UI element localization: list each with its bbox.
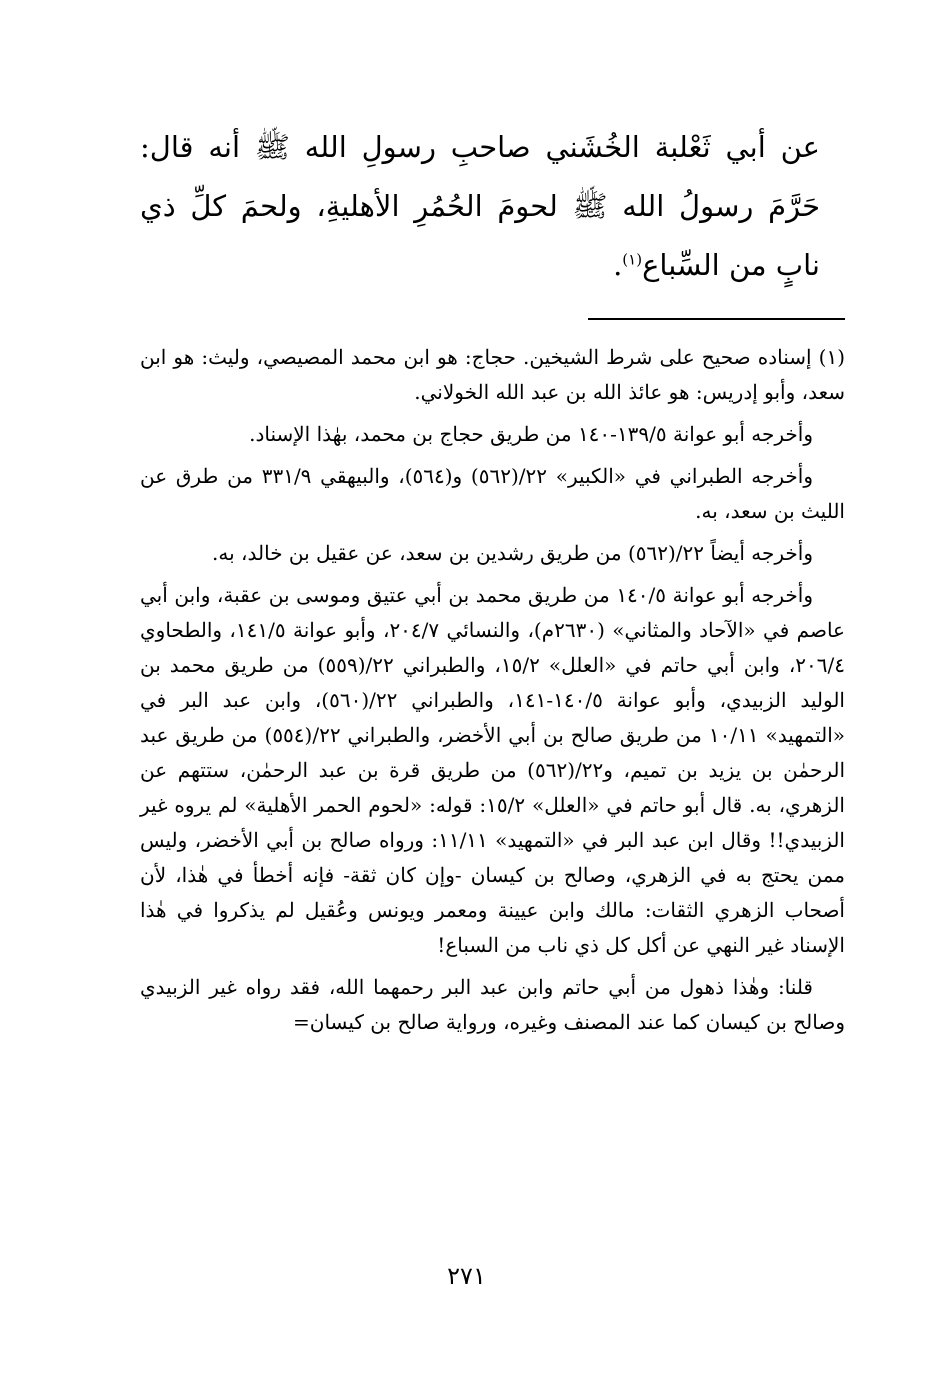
footnote-paragraph: (١) إسناده صحيح على شرط الشيخين. حجاج: هو ابن محمد المصيصي، وليث: هو ابن سعد، وأبو إدريس: هو عائذ الله بن عبد الله الخولاني. [140, 345, 845, 404]
footnote-paragraph: وأخرجه أيضاً ٢٢/(٥٦٢) من طريق رشدين بن سعد، عن عقيل بن خالد، به. [212, 541, 813, 565]
footnote-paragraph: قلنا: وهٰذا ذهول من أبي حاتم وابن عبد البر رحمهما الله، فقد رواه غير الزبيدي وصالح بن كيسان كما عند المصنف وغيره، ورواية صالح بن كيسان= [140, 975, 845, 1034]
hadith-body: عن أبي ثَعْلبة الخُشَني صاحبِ رسولِ الله ﷺ أنه قال: حَرَّمَ رسولُ الله ﷺ لحومَ الحُمُرِ الأهليةِ، ولحمَ كلِّ ذي نابٍ من السِّباع [140, 130, 820, 282]
hadith-text [140, 118, 820, 295]
page-number: ٢٧١ [447, 1262, 486, 1290]
footnotes-block [140, 340, 845, 1047]
footnote-paragraph: وأخرجه أبو عوانة ١٤٠/٥ من طريق محمد بن أبي عتيق وموسى بن عقبة، وابن أبي عاصم في «الآحاد والمثاني» (٢٦٣٠م)، والنسائي ٢٠٤/٧، وأبو عوانة ١٤١/٥، والطحاوي ٢٠٦/٤، وابن أبي حاتم في «العلل» ١٥/٢، والطبراني ٢٢/(٥٥٩) من طريق محمد بن الوليد الزبيدي، وأبو عوانة ١٤٠/٥-١٤١، والطبراني ٢٢/(٥٦٠)، وابن عبد البر في «التمهيد» ١٠/١١ من طريق صالح بن أبي الأخضر، والطبراني ٢٢/(٥٥٤) من طريق عبد الرحمٰن بن يزيد بن تميم، و٢٢/(٥٦٢) من طريق قرة بن عبد الرحمٰن، ستتهم عن الزهري، به. قال أبو حاتم في «العلل» ١٥/٢: قوله: «لحوم الحمر الأهلية» لم يروه غير الزبيدي!! وقال ابن عبد البر في «التمهيد» ١١/١١: ورواه صالح بن أبي الأخضر، وليس ممن يحتج به في الزهري، وصالح بن كيسان -وإن كان ثقة- فإنه أخطأ في هٰذا، لأن أصحاب الزهري الثقات: مالك وابن عيينة ومعمر ويونس وعُقيل لم يذكروا في هٰذا الإسناد غير النهي عن أكل كل ذي ناب من السباع! [140, 583, 846, 957]
footnote-reference: (١) [622, 250, 643, 269]
hadith-end-mark: . [613, 248, 623, 282]
footnote-separator [588, 318, 845, 320]
footnote-paragraph: وأخرجه الطبراني في «الكبير» ٢٢/(٥٦٢) و(٥٦٤)، والبيهقي ٣٣١/٩ من طرق عن الليث بن سعد، به. [140, 464, 845, 523]
footnote-paragraph: وأخرجه أبو عوانة ١٣٩/٥-١٤٠ من طريق حجاج بن محمد، بهٰذا الإسناد. [249, 422, 813, 446]
hadith-text-block [140, 118, 820, 295]
